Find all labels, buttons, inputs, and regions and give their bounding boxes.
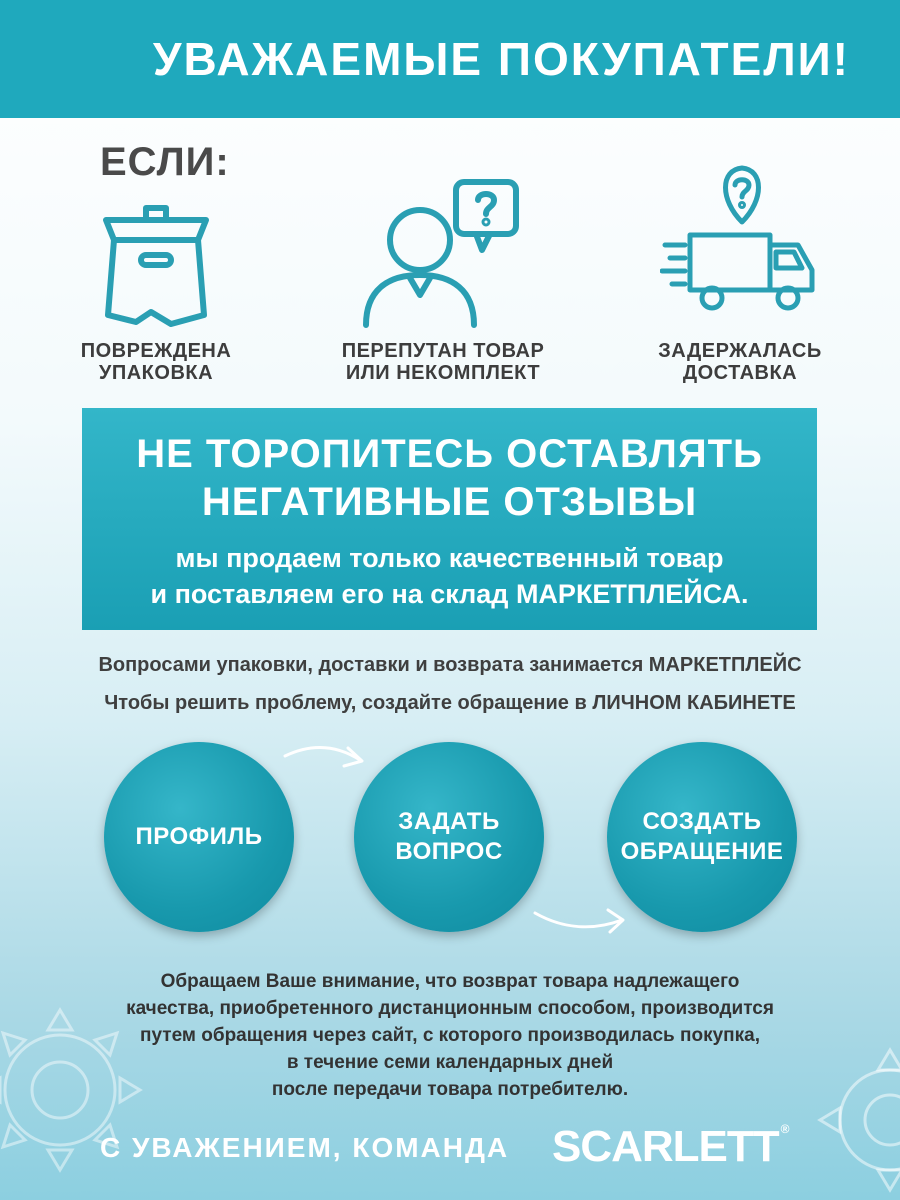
arrow-right-icon — [530, 898, 630, 938]
step-create-request-button[interactable] — [607, 742, 797, 932]
main-banner — [82, 408, 817, 630]
arrow-right-icon — [280, 738, 370, 778]
issue-wrong-item — [313, 150, 573, 390]
damaged-box-icon — [71, 150, 241, 330]
step-profile-button[interactable] — [104, 742, 294, 932]
intro-label: ЕСЛИ: — [100, 140, 230, 184]
person-question-icon — [358, 150, 528, 330]
step-label: ЗАДАТЬ — [398, 808, 500, 835]
delivery-truck-icon — [655, 150, 825, 330]
issue-damaged-packaging — [26, 150, 286, 390]
step-ask-question-button[interactable] — [354, 742, 544, 932]
info-line-cabinet: Чтобы решить проблему, создайте обращение в ЛИЧНОМ КАБИНЕТЕ — [104, 692, 796, 714]
step-label: СОЗДАТЬ — [642, 808, 762, 835]
step-label: ВОПРОС — [395, 838, 503, 865]
info-line-marketplace: Вопросами упаковки, доставки и возврата занимается МАРКЕТПЛЕЙС — [98, 654, 802, 676]
issue-label: ПОВРЕЖДЕНА УПАКОВКА — [80, 340, 232, 384]
step-label: ОБРАЩЕНИЕ — [620, 838, 784, 865]
banner-heading-line2: НЕГАТИВНЫЕ ОТЗЫВЫ — [201, 480, 698, 524]
page-title: УВАЖАЕМЫЕ ПОКУПАТЕЛИ! — [152, 33, 850, 85]
brand-logo: SCARLETT ® — [552, 1122, 789, 1171]
issue-label: ПЕРЕПУТАН ТОВАР ИЛИ НЕКОМПЛЕКТ — [341, 340, 545, 384]
banner-sub-line1: мы продаем только качественный товар — [175, 543, 724, 573]
banner-heading-line1: НЕ ТОРОПИТЕСЬ ОСТАВЛЯТЬ — [136, 432, 763, 476]
issue-delayed-delivery — [610, 150, 870, 390]
footer-signature: С УВАЖЕНИЕМ, КОМАНДА — [100, 1132, 510, 1163]
issue-label: ЗАДЕРЖАЛАСЬ ДОСТАВКА — [658, 340, 822, 384]
banner-sub-line2: и поставляем его на склад МАРКЕТПЛЕЙСА. — [150, 579, 749, 609]
header-bar — [0, 0, 900, 118]
step-label: ПРОФИЛЬ — [135, 823, 263, 850]
return-notice: Обращаем Ваше внимание, что возврат товара надлежащего качества, приобретенного дистанционным способом, производится путем обращения через сайт, с которого производилась покупка, в течение семи календарных дней после передачи товара потребителю. — [126, 971, 774, 1100]
